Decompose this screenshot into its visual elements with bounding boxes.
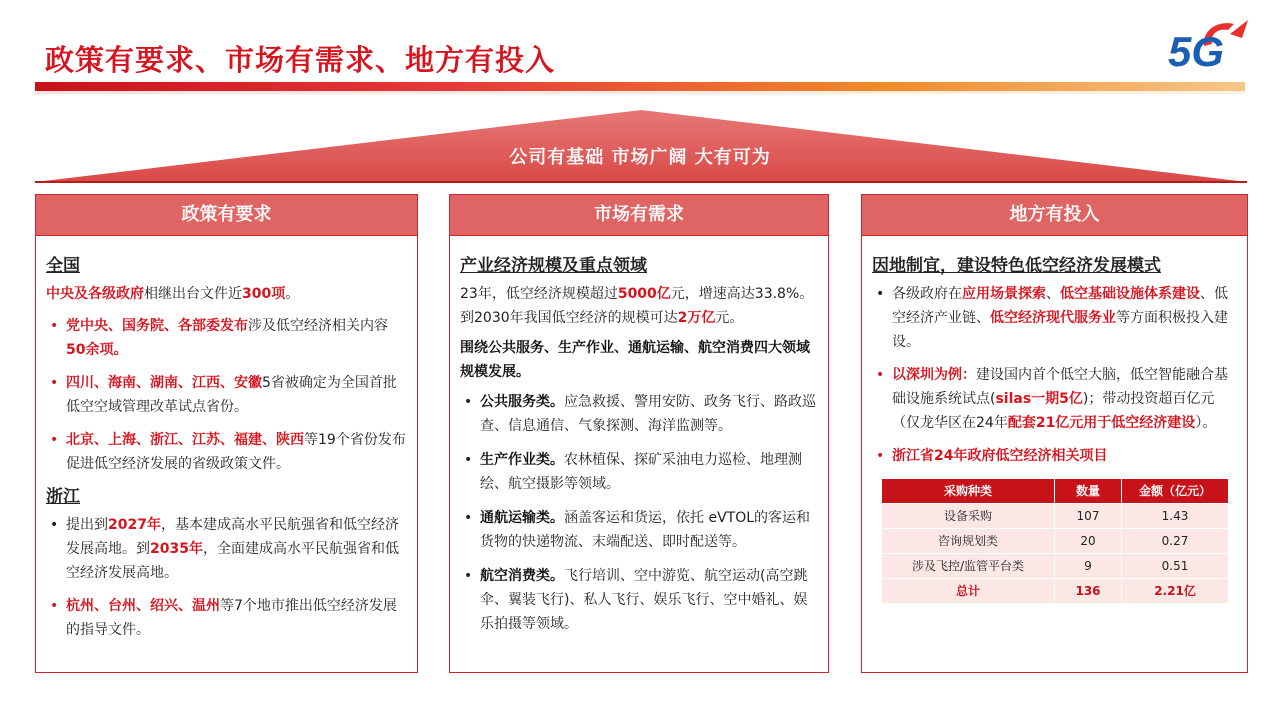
local-panel (861, 194, 1248, 673)
scale-paragraph: 23年，低空经济规模超过5000亿元，增速高达33.8%。到2030年我国低空经济的规模可达2万亿元。 (460, 286, 814, 326)
policy-panel (35, 194, 418, 673)
national-heading: 全国 (46, 256, 80, 276)
5g-logo (1166, 16, 1250, 76)
table-cell: 107 (1055, 504, 1122, 529)
national-lead: 中央及各级政府相继出台文件近300项。 (46, 286, 300, 302)
table-cell: 2.21亿 (1122, 579, 1229, 604)
zhejiang-heading: 浙江 (46, 487, 80, 507)
industry-heading: 产业经济规模及重点领域 (460, 256, 647, 276)
table-header: 数量 (1055, 479, 1122, 504)
table-cell: 总计 (882, 579, 1055, 604)
header-band (35, 82, 1245, 91)
table-cell: 0.27 (1122, 529, 1229, 554)
table-cell: 9 (1055, 554, 1122, 579)
roof-text: 公司有基础 市场广阔 大有可为 (509, 147, 771, 168)
list-item: • 公共服务类。应急救援、警用安防、政务飞行、路政巡查、信息通信、气象探测、海洋监测等。 (460, 390, 818, 438)
table-header: 采购种类 (882, 479, 1055, 504)
table-row (882, 554, 1229, 579)
header-band-light (35, 91, 1245, 94)
list-item: • 北京、上海、浙江、江苏、福建、陕西等19个省份发布促进低空经济发展的省级政策文件。 (46, 428, 407, 476)
table-cell: 设备采购 (882, 504, 1055, 529)
table-cell: 0.51 (1122, 554, 1229, 579)
domains-paragraph: 围绕公共服务、生产作业、通航运输、航空消费四大领域规模发展。 (460, 340, 810, 380)
market-panel (449, 194, 829, 673)
list-item: • 提出到2027年，基本建成高水平民航强省和低空经济发展高地。到2035年，全面建成高水平民航强省和低空经济发展高地。 (46, 513, 407, 585)
list-item: • 杭州、台州、绍兴、温州等7个地市推出低空经济发展的指导文件。 (46, 594, 407, 642)
list-item: • 党中央、国务院、各部委发布涉及低空经济相关内容50余项。 (46, 314, 407, 362)
table-cell: 136 (1055, 579, 1122, 604)
table-row (882, 504, 1229, 529)
market-header: 市场有需求 (450, 195, 828, 236)
table-cell: 涉及飞控/监管平台类 (882, 554, 1055, 579)
table-cell: 1.43 (1122, 504, 1229, 529)
table-cell: 咨询规划类 (882, 529, 1055, 554)
table-cell: 20 (1055, 529, 1122, 554)
page-title: 政策有要求、市场有需求、地方有投入 (45, 43, 556, 77)
list-item: • 通航运输类。涵盖客运和货运，依托 eVTOL的客运和货物的快递物流、末端配送、即时配送等。 (460, 506, 818, 554)
procurement-table (881, 478, 1229, 604)
table-total-row (882, 579, 1229, 604)
policy-header: 政策有要求 (36, 195, 417, 236)
list-item: • 以深圳为例：建设国内首个低空大脑，低空智能融合基础设施系统试点(silas一期5亿)；带动投资超百亿元（仅龙华区在24年配套21亿元用于低空经济建设）。 (872, 363, 1237, 435)
local-header: 地方有投入 (862, 195, 1247, 236)
list-item: • 各级政府在应用场景探索、低空基础设施体系建设、低空经济产业链、低空经济现代服务业等方面积极投入建设。 (872, 282, 1237, 354)
table-header: 金额（亿元） (1122, 479, 1229, 504)
table-row (882, 529, 1229, 554)
list-item: • 生产作业类。农林植保、探矿采油电力巡检、地理测绘、航空摄影等领域。 (460, 448, 818, 496)
svg-text:5G: 5G (1168, 28, 1225, 75)
local-heading: 因地制宜，建设特色低空经济发展模式 (872, 256, 1161, 276)
list-item: • 四川、海南、湖南、江西、安徽5省被确定为全国首批低空空域管理改革试点省份。 (46, 371, 407, 419)
list-item: • 浙江省24年政府低空经济相关项目 (872, 444, 1237, 468)
list-item: • 航空消费类。飞行培训、空中游览、航空运动(高空跳伞、翼装飞行)、私人飞行、娱乐飞行、空中婚礼、娱乐拍摄等领域。 (460, 564, 818, 636)
